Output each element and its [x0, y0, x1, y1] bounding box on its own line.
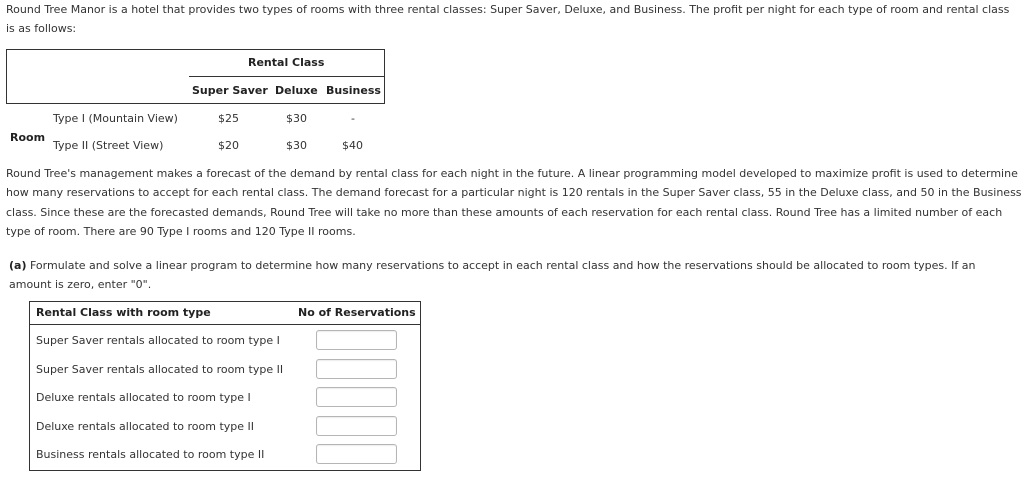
reservations-input-deluxe-type-1[interactable]	[316, 387, 397, 407]
profit-cell: $40	[342, 139, 363, 152]
profit-cell: $20	[218, 139, 239, 152]
row-label-type-1: Type I (Mountain View)	[53, 112, 178, 125]
reservations-input-super-saver-type-2[interactable]	[316, 359, 397, 379]
rental-class-header: Rental Class	[248, 56, 325, 69]
profit-cell: $25	[218, 112, 239, 125]
column-header-super-saver: Super Saver	[192, 84, 268, 97]
question-text: Formulate and solve a linear program to determine how many reservations to accept in each rental class and how the reservations should be allocated to room types. If an amount is zero, enter "0".	[9, 259, 976, 292]
profit-cell: -	[351, 112, 355, 125]
row-label-type-2: Type II (Street View)	[53, 139, 164, 152]
table-divider	[6, 103, 189, 104]
answer-col-header-rental-class: Rental Class with room type	[36, 306, 211, 319]
answer-row-label: Super Saver rentals allocated to room type II	[36, 363, 284, 376]
profit-cell: $30	[286, 112, 307, 125]
answer-row-label: Super Saver rentals allocated to room type I	[36, 334, 280, 347]
profit-cell: $30	[286, 139, 307, 152]
column-header-business: Business	[326, 84, 381, 97]
reservations-input-super-saver-type-1[interactable]	[316, 330, 397, 350]
column-header-deluxe: Deluxe	[275, 84, 318, 97]
reservations-input-business-type-2[interactable]	[316, 444, 397, 464]
intro-paragraph: Round Tree Manor is a hotel that provides two types of rooms with three rental classes: Super Saver, Deluxe, and Business. The profit per night for each type of room and rental class is as follows:	[6, 3, 1010, 36]
profit-table	[6, 49, 385, 159]
answer-row-label: Deluxe rentals allocated to room type II	[36, 420, 255, 433]
table-divider	[189, 103, 385, 104]
answer-row-label: Business rentals allocated to room type II	[36, 448, 265, 461]
answer-col-header-reservations: No of Reservations	[298, 306, 416, 319]
answer-row-label: Deluxe rentals allocated to room type I	[36, 391, 251, 404]
reservations-input-deluxe-type-2[interactable]	[316, 416, 397, 436]
question-a	[9, 256, 1014, 295]
answer-table	[29, 301, 421, 471]
row-group-label-room: Room	[10, 131, 46, 144]
problem-description: Round Tree's management makes a forecast of the demand by rental class for each night in the future. A linear programming model developed to maximize profit is used to determine how many reservations to accept for each rental class. The demand forecast for a particular night is 120 rentals in the Super Saver class, 55 in the Deluxe class, and 50 in the Business class. Since these are the forecasted demands, Round Tree will take no more than these amounts of each reservation for each rental class. Round Tree has a limited number of each type of room. There are 90 Type I rooms and 120 Type II rooms.	[6, 167, 1022, 239]
table-divider	[189, 76, 385, 77]
question-label: (a)	[9, 259, 27, 272]
table-divider	[30, 324, 420, 325]
